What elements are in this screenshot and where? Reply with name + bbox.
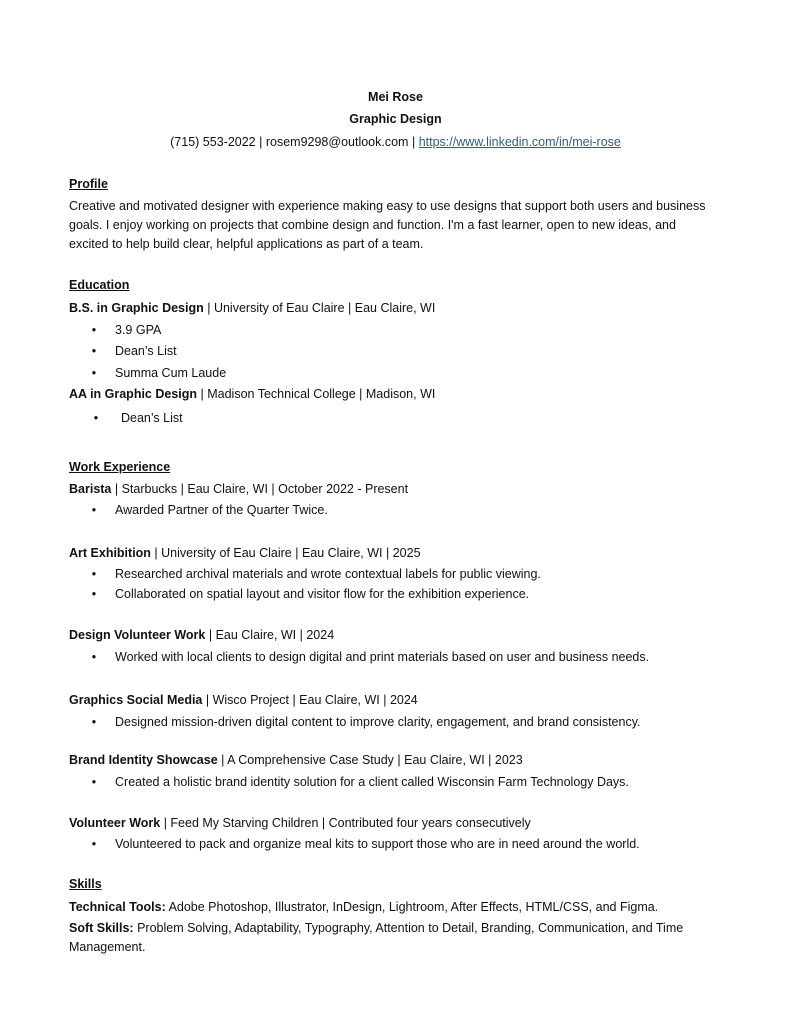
contact-line	[0, 133, 791, 151]
soft-skills	[69, 919, 719, 957]
degree: AA in Graphic Design	[69, 387, 198, 401]
list-item: Dean’s List	[115, 344, 177, 358]
bullet-icon: •	[91, 567, 97, 581]
role-details: | Starbucks | Eau Claire, WI | October 2022 - Present	[111, 482, 409, 496]
soft-text: Problem Solving, Adaptability, Typography, Attention to Detail, Branding, Communication, and Time Management.	[69, 921, 684, 954]
degree-details: | University of Eau Claire | Eau Claire, WI	[203, 301, 436, 315]
bullet-icon: •	[91, 587, 97, 601]
role: Brand Identity Showcase	[69, 753, 218, 767]
role-details: | Eau Claire, WI | 2024	[205, 628, 335, 642]
work-entry	[69, 480, 408, 498]
role: Art Exhibition	[69, 546, 151, 560]
bullet-icon: •	[91, 837, 97, 851]
linkedin-link[interactable]: https://www.linkedin.com/in/mei-rose	[418, 135, 621, 149]
bullet-icon: •	[91, 650, 97, 664]
list-item: Researched archival materials and wrote contextual labels for public viewing.	[115, 567, 541, 581]
work-heading: Work Experience	[69, 460, 171, 474]
skills-heading: Skills	[69, 877, 102, 891]
role: Graphics Social Media	[69, 693, 203, 707]
role-details: | University of Eau Claire | Eau Claire, WI | 2025	[150, 546, 421, 560]
work-entry	[69, 691, 418, 709]
list-item: Designed mission-driven digital content to improve clarity, engagement, and brand consistency.	[115, 715, 641, 729]
role: Barista	[69, 482, 112, 496]
bullet-icon: •	[91, 503, 97, 517]
technical-label: Technical Tools:	[69, 900, 166, 914]
work-entry	[69, 814, 531, 832]
role-details: | A Comprehensive Case Study | Eau Claire, WI | 2023	[217, 753, 523, 767]
separator: |	[411, 135, 416, 149]
role-details: | Wisco Project | Eau Claire, WI | 2024	[202, 693, 418, 707]
bullet-icon: •	[91, 366, 97, 380]
bullet-icon: •	[91, 715, 97, 729]
profile-text: Creative and motivated designer with experience making easy to use designs that support both users and business goals. I enjoy working on projects that combine design and function. I'm a fast learner, open to new ideas, and excited to help build clear, helpful applications as part of a team.	[69, 199, 706, 251]
list-item: 3.9 GPA	[115, 323, 162, 337]
education-entry	[69, 299, 435, 317]
bullet-icon: •	[91, 775, 97, 789]
work-entry	[69, 626, 334, 644]
education-entry	[69, 385, 435, 403]
role: Volunteer Work	[69, 816, 161, 830]
technical-text: Adobe Photoshop, Illustrator, InDesign, Lightroom, After Effects, HTML/CSS, and Figma.	[165, 900, 659, 914]
education-heading: Education	[69, 278, 130, 292]
phone: (715) 553-2022	[170, 135, 256, 149]
bullet-icon: •	[91, 344, 97, 358]
role: Design Volunteer Work	[69, 628, 206, 642]
list-item: Summa Cum Laude	[115, 366, 227, 380]
candidate-title: Graphic Design	[349, 112, 442, 126]
list-item: Dean’s List	[121, 411, 183, 425]
bullet-icon: •	[93, 411, 99, 425]
degree-details: | Madison Technical College | Madison, WI	[197, 387, 436, 401]
list-item: Created a holistic brand identity solution for a client called Wisconsin Farm Technology Days.	[115, 775, 629, 789]
profile-heading: Profile	[69, 177, 108, 191]
soft-label: Soft Skills:	[69, 921, 134, 935]
list-item: Worked with local clients to design digital and print materials based on user and business needs.	[115, 650, 650, 664]
role-details: | Feed My Starving Children | Contributed four years consecutively	[160, 816, 531, 830]
work-entry	[69, 751, 523, 769]
candidate-name: Mei Rose	[368, 90, 423, 104]
email: rosem9298@outlook.com	[265, 135, 409, 149]
separator: |	[259, 135, 263, 149]
list-item: Awarded Partner of the Quarter Twice.	[115, 503, 328, 517]
list-item: Collaborated on spatial layout and visitor flow for the exhibition experience.	[115, 587, 530, 601]
bullet-icon: •	[91, 323, 97, 337]
list-item: Volunteered to pack and organize meal kits to support those who are in need around the world.	[115, 837, 640, 851]
degree: B.S. in Graphic Design	[69, 301, 204, 315]
technical-skills	[69, 898, 658, 916]
work-entry	[69, 544, 421, 562]
